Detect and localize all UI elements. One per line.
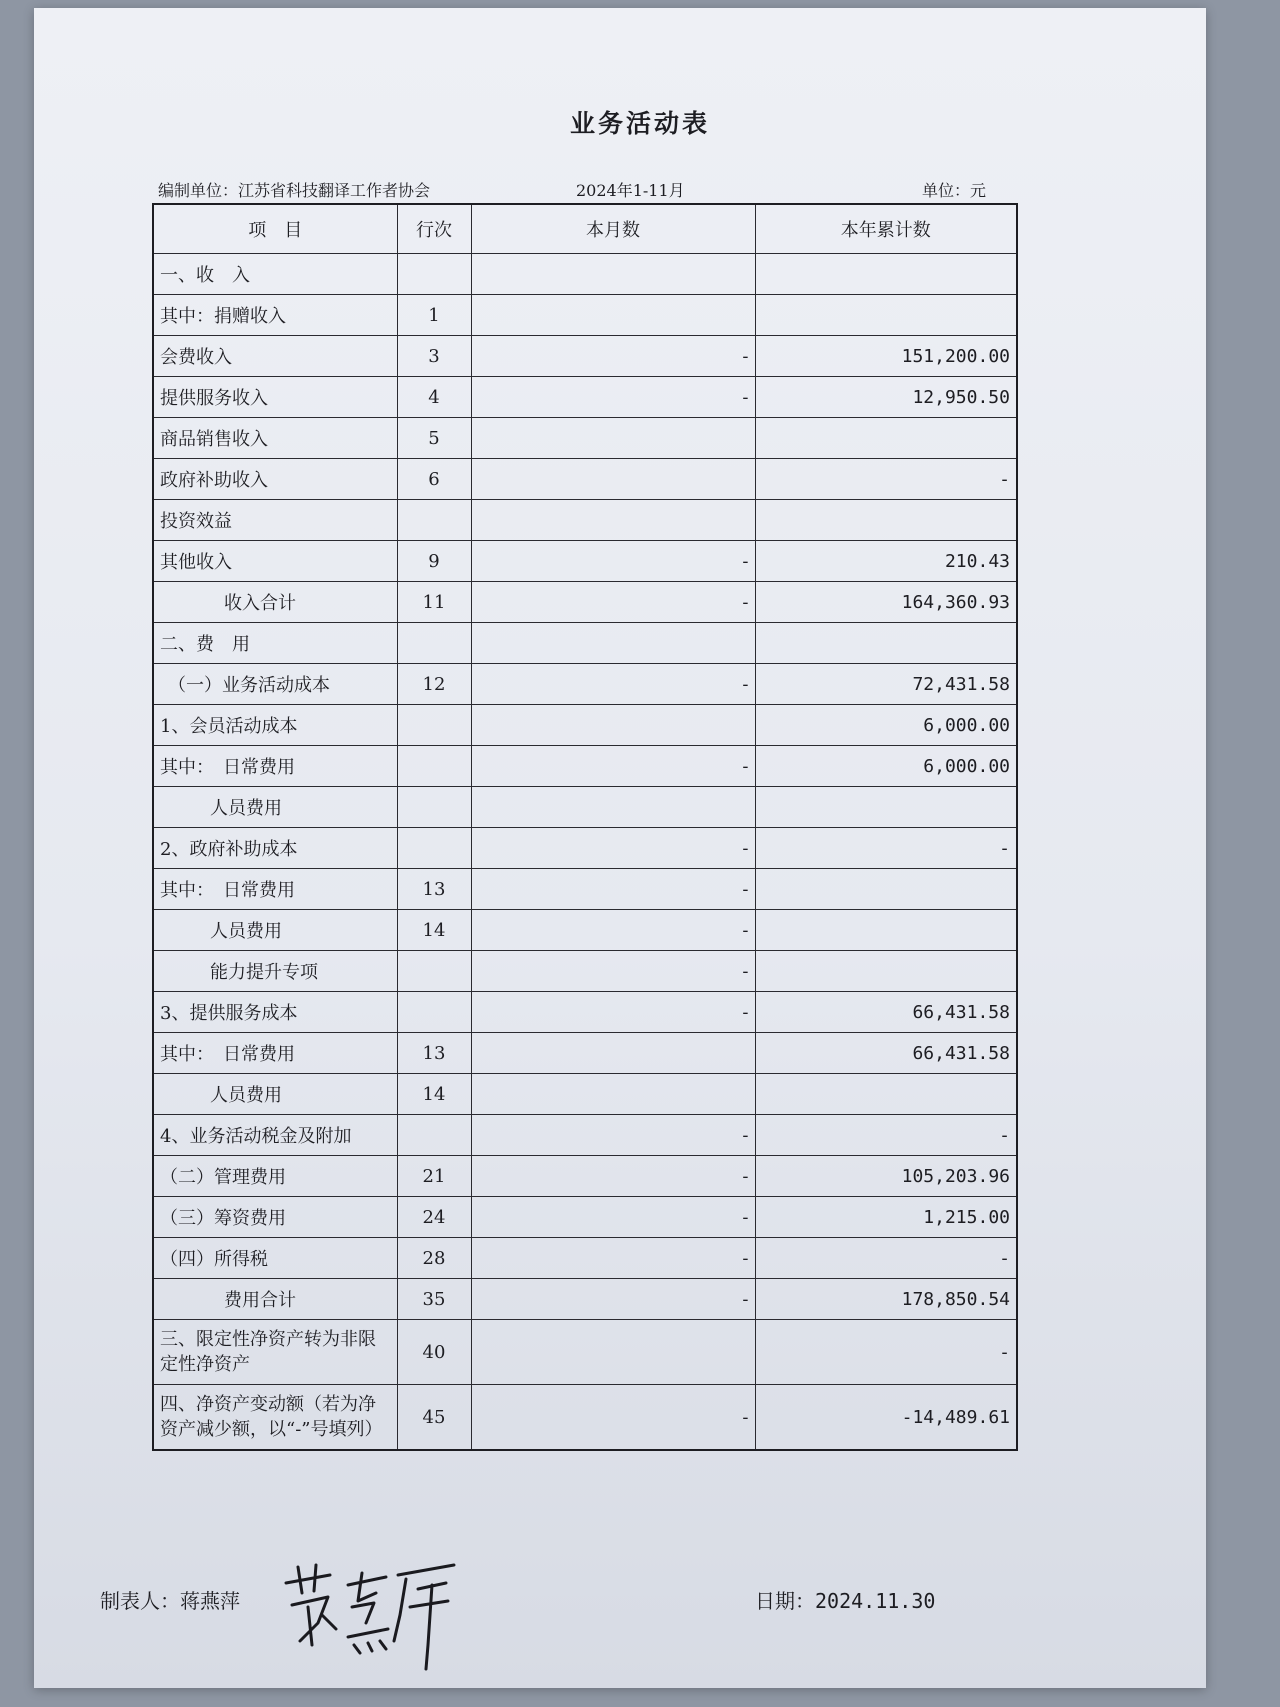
row-year-to-date: 66,431.58	[755, 992, 1017, 1033]
row-current-month: -	[471, 664, 755, 705]
row-year-to-date: -	[755, 828, 1017, 869]
row-line-number: 13	[397, 1033, 471, 1074]
row-current-month: -	[471, 992, 755, 1033]
row-item-label: 会费收入	[153, 336, 397, 377]
row-line-number: 13	[397, 869, 471, 910]
row-current-month: -	[471, 746, 755, 787]
table-row	[153, 1074, 1017, 1115]
table-row	[153, 1156, 1017, 1197]
row-line-number: 45	[397, 1385, 471, 1451]
row-year-to-date: 6,000.00	[755, 746, 1017, 787]
row-current-month: -	[471, 582, 755, 623]
row-year-to-date: 178,850.54	[755, 1279, 1017, 1320]
row-item-label: （二）管理费用	[153, 1156, 397, 1197]
table-row	[153, 1320, 1017, 1385]
row-year-to-date: 66,431.58	[755, 1033, 1017, 1074]
table-row	[153, 828, 1017, 869]
row-item-label: 收入合计	[153, 582, 397, 623]
row-year-to-date: 210.43	[755, 541, 1017, 582]
report-date	[755, 1585, 935, 1614]
table-row	[153, 869, 1017, 910]
table-row	[153, 705, 1017, 746]
row-year-to-date: -	[755, 1115, 1017, 1156]
row-current-month	[471, 1033, 755, 1074]
row-item-label: 其中：捐赠收入	[153, 295, 397, 336]
row-year-to-date	[755, 951, 1017, 992]
preparer	[100, 1585, 240, 1614]
row-year-to-date: 105,203.96	[755, 1156, 1017, 1197]
row-item-label: （一）业务活动成本	[153, 664, 397, 705]
table-row	[153, 1385, 1017, 1451]
row-item-label: 其他收入	[153, 541, 397, 582]
table-row	[153, 1033, 1017, 1074]
row-current-month	[471, 623, 755, 664]
row-current-month: -	[471, 1385, 755, 1451]
row-year-to-date: 164,360.93	[755, 582, 1017, 623]
row-current-month: -	[471, 910, 755, 951]
row-line-number: 21	[397, 1156, 471, 1197]
table-row	[153, 1279, 1017, 1320]
date-label: 日期：	[755, 1589, 815, 1613]
row-year-to-date: 6,000.00	[755, 705, 1017, 746]
document-title: 业务活动表	[569, 109, 710, 138]
row-year-to-date: -	[755, 459, 1017, 500]
table-row	[153, 336, 1017, 377]
row-item-label: 政府补助收入	[153, 459, 397, 500]
row-item-label: 2、政府补助成本	[153, 828, 397, 869]
row-current-month	[471, 254, 755, 295]
date-value: 2024.11.30	[815, 1589, 936, 1613]
table-row	[153, 787, 1017, 828]
row-item-label: 其中： 日常费用	[153, 869, 397, 910]
row-year-to-date	[755, 1074, 1017, 1115]
row-item-label: （四）所得税	[153, 1238, 397, 1279]
table-row	[153, 500, 1017, 541]
row-line-number: 3	[397, 336, 471, 377]
row-line-number: 14	[397, 1074, 471, 1115]
table-row	[153, 992, 1017, 1033]
compiling-organization: 编制单位：江苏省科技翻译工作者协会	[158, 181, 431, 200]
row-current-month	[471, 459, 755, 500]
row-current-month: -	[471, 1115, 755, 1156]
row-line-number	[397, 1115, 471, 1156]
row-current-month: -	[471, 1238, 755, 1279]
row-year-to-date: -14,489.61	[755, 1385, 1017, 1451]
row-line-number: 14	[397, 910, 471, 951]
row-item-label: 人员费用	[153, 1074, 397, 1115]
table-row	[153, 1115, 1017, 1156]
row-item-label: 一、收 入	[153, 254, 397, 295]
row-item-label: 费用合计	[153, 1279, 397, 1320]
handwritten-signature	[278, 1545, 468, 1675]
row-year-to-date	[755, 910, 1017, 951]
header-item: 项 目	[153, 204, 397, 254]
row-item-label: 二、费 用	[153, 623, 397, 664]
row-item-label: 人员费用	[153, 787, 397, 828]
row-item-label: （三）筹资费用	[153, 1197, 397, 1238]
row-year-to-date: 12,950.50	[755, 377, 1017, 418]
row-line-number: 4	[397, 377, 471, 418]
table-row	[153, 582, 1017, 623]
row-current-month: -	[471, 869, 755, 910]
row-line-number: 11	[397, 582, 471, 623]
table-row	[153, 910, 1017, 951]
row-current-month: -	[471, 1197, 755, 1238]
row-item-label: 其中： 日常费用	[153, 1033, 397, 1074]
row-item-label: 能力提升专项	[153, 951, 397, 992]
row-current-month	[471, 1074, 755, 1115]
row-item-label: 3、提供服务成本	[153, 992, 397, 1033]
row-current-month	[471, 418, 755, 459]
row-line-number: 9	[397, 541, 471, 582]
row-line-number: 24	[397, 1197, 471, 1238]
row-line-number: 1	[397, 295, 471, 336]
row-current-month: -	[471, 1279, 755, 1320]
row-current-month: -	[471, 951, 755, 992]
row-line-number	[397, 500, 471, 541]
row-current-month	[471, 787, 755, 828]
table-header-row	[153, 204, 1017, 254]
table-body	[153, 254, 1017, 1451]
row-current-month	[471, 1320, 755, 1385]
row-line-number	[397, 787, 471, 828]
row-year-to-date: 1,215.00	[755, 1197, 1017, 1238]
row-current-month: -	[471, 1156, 755, 1197]
row-current-month: -	[471, 336, 755, 377]
row-line-number: 40	[397, 1320, 471, 1385]
table-row	[153, 377, 1017, 418]
row-line-number: 28	[397, 1238, 471, 1279]
row-line-number	[397, 623, 471, 664]
row-item-label: 投资效益	[153, 500, 397, 541]
row-item-label: 提供服务收入	[153, 377, 397, 418]
table-row	[153, 1238, 1017, 1279]
row-line-number	[397, 951, 471, 992]
row-year-to-date: 151,200.00	[755, 336, 1017, 377]
table-row	[153, 459, 1017, 500]
row-current-month: -	[471, 541, 755, 582]
row-line-number	[397, 992, 471, 1033]
row-item-label: 四、净资产变动额（若为净资产减少额，以“-”号填列）	[153, 1385, 397, 1451]
header-line-number: 行次	[397, 204, 471, 254]
row-year-to-date	[755, 787, 1017, 828]
row-item-label: 商品销售收入	[153, 418, 397, 459]
row-year-to-date: -	[755, 1320, 1017, 1385]
table-row	[153, 951, 1017, 992]
row-line-number	[397, 254, 471, 295]
header-year-to-date: 本年累计数	[755, 204, 1017, 254]
row-year-to-date	[755, 623, 1017, 664]
row-current-month	[471, 500, 755, 541]
row-item-label: 其中： 日常费用	[153, 746, 397, 787]
table-row	[153, 295, 1017, 336]
preparer-label: 制表人：	[100, 1589, 180, 1613]
row-current-month: -	[471, 828, 755, 869]
preparer-name: 蒋燕萍	[180, 1589, 240, 1613]
row-line-number: 5	[397, 418, 471, 459]
row-year-to-date: 72,431.58	[755, 664, 1017, 705]
row-year-to-date	[755, 418, 1017, 459]
row-item-label: 人员费用	[153, 910, 397, 951]
business-activity-table	[152, 203, 1018, 1451]
row-line-number: 35	[397, 1279, 471, 1320]
table-row	[153, 664, 1017, 705]
row-current-month	[471, 295, 755, 336]
row-line-number	[397, 828, 471, 869]
row-year-to-date	[755, 295, 1017, 336]
row-year-to-date	[755, 869, 1017, 910]
row-year-to-date	[755, 500, 1017, 541]
row-item-label: 三、限定性净资产转为非限定性净资产	[153, 1320, 397, 1385]
header-current-month: 本月数	[471, 204, 755, 254]
row-line-number: 6	[397, 459, 471, 500]
table-row	[153, 254, 1017, 295]
table-row	[153, 541, 1017, 582]
row-line-number: 12	[397, 664, 471, 705]
row-item-label: 1、会员活动成本	[153, 705, 397, 746]
row-current-month	[471, 705, 755, 746]
reporting-period: 2024年1-11月	[576, 181, 685, 200]
row-line-number	[397, 746, 471, 787]
row-current-month: -	[471, 377, 755, 418]
table-row	[153, 623, 1017, 664]
currency-unit: 单位：元	[922, 181, 987, 200]
row-line-number	[397, 705, 471, 746]
table-row	[153, 418, 1017, 459]
row-year-to-date	[755, 254, 1017, 295]
row-year-to-date: -	[755, 1238, 1017, 1279]
row-item-label: 4、业务活动税金及附加	[153, 1115, 397, 1156]
table-row	[153, 1197, 1017, 1238]
table-row	[153, 746, 1017, 787]
